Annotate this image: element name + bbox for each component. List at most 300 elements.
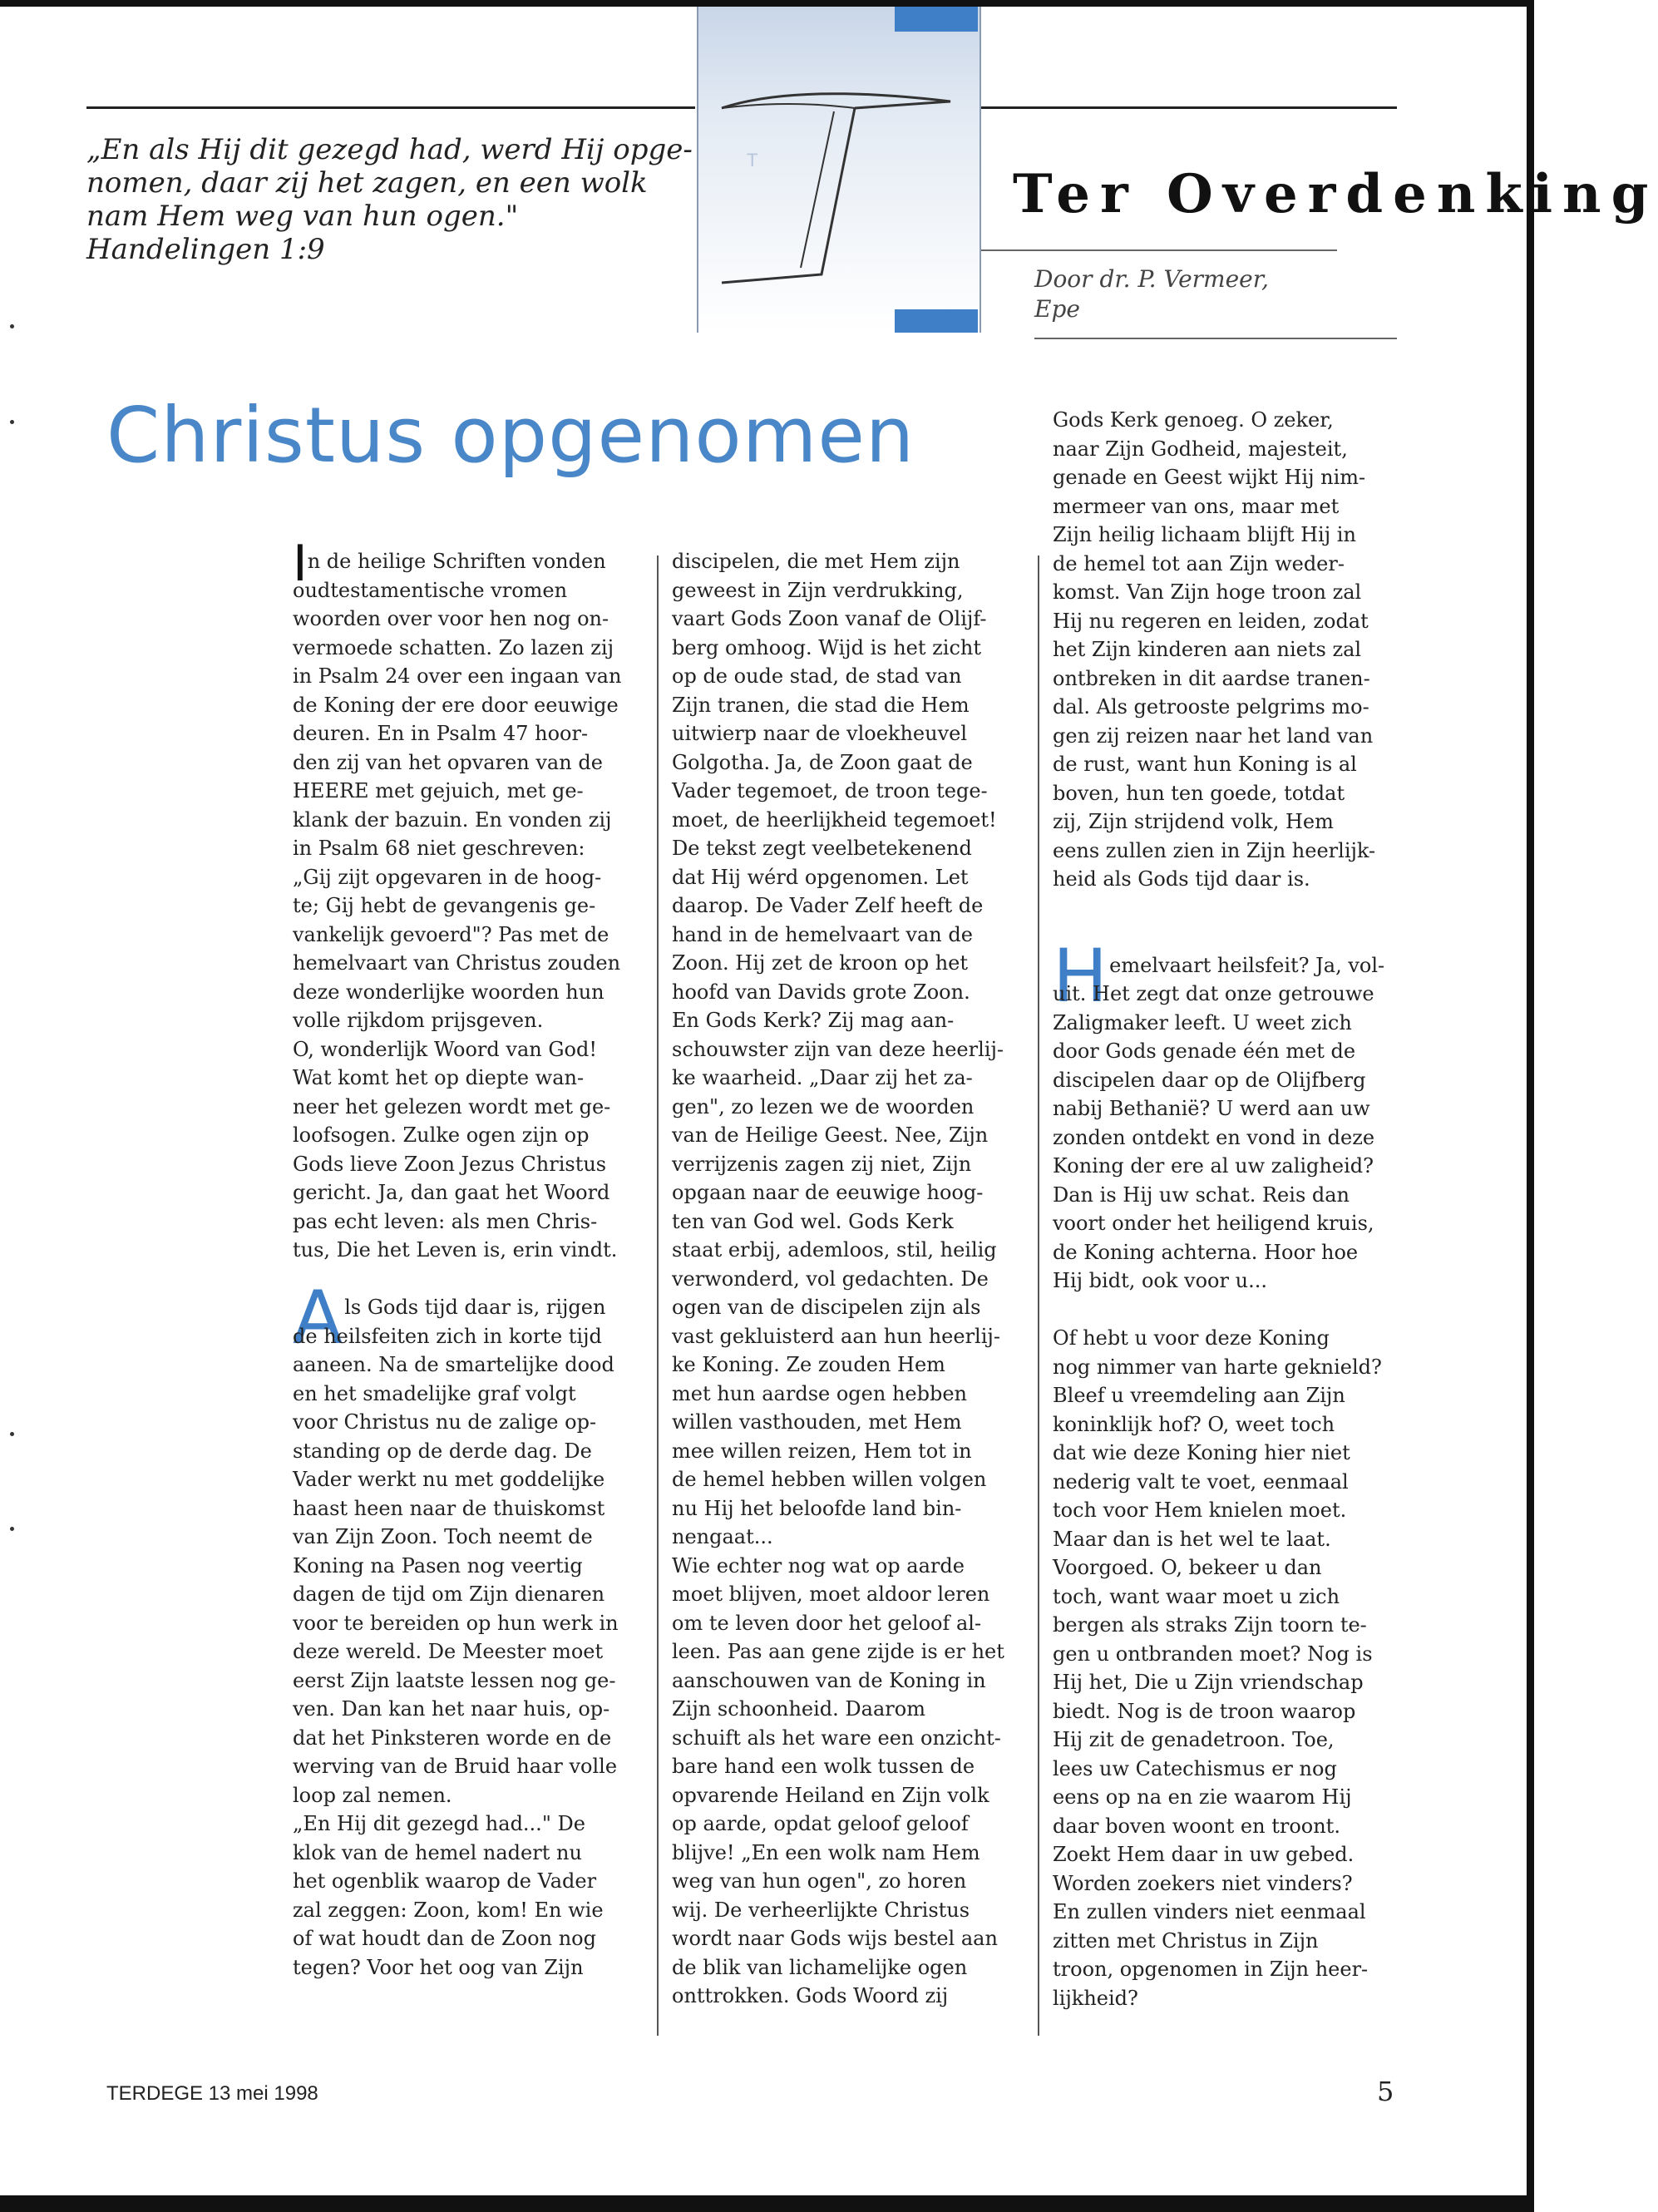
line-text: of wat houdt dan de Zoon nog <box>293 1927 596 1950</box>
text-line <box>672 1293 1021 1322</box>
line-text: den zij van het opvaren van de <box>293 750 603 774</box>
article-column-1 <box>293 535 642 1982</box>
line-text: daar boven woont en troont. <box>1053 1814 1340 1838</box>
text-line <box>672 1666 1021 1696</box>
line-text: de Koning achterna. Hoor hoe <box>1053 1240 1359 1264</box>
line-text: emelvaart heilsfeit? Ja, vol- <box>1109 953 1385 977</box>
text-line <box>293 1609 642 1638</box>
text-line <box>293 777 642 806</box>
line-text: door Gods genade één met de <box>1053 1039 1356 1063</box>
line-text: hand in de hemelvaart van de <box>672 922 973 946</box>
line-text: deze wonderlijke woorden hun <box>293 980 604 1004</box>
line-text: eerst Zijn laatste lessen nog ge- <box>293 1668 616 1692</box>
article-title: Christus opgenomen <box>106 391 915 480</box>
text-line <box>672 634 1021 663</box>
text-line <box>672 1896 1021 1925</box>
line-text: En Gods Kerk? Zij mag aan- <box>672 1009 955 1032</box>
line-text: oudtestamentische vromen <box>293 578 568 602</box>
column-divider <box>1038 555 1039 2036</box>
text-line <box>293 605 642 634</box>
logo-accent-bar-bottom <box>895 309 978 333</box>
text-line <box>293 806 642 835</box>
text-line <box>293 1265 642 1294</box>
logo-accent-bar-top <box>895 7 978 32</box>
text-line <box>672 662 1021 691</box>
line-text: de rust, want hun Koning is al <box>1053 753 1357 776</box>
line-text: te; Gij hebt de gevangenis ge- <box>293 894 596 917</box>
scan-top-border <box>0 0 1534 7</box>
text-line <box>293 634 642 663</box>
text-line <box>1053 1439 1402 1468</box>
line-text: Zoon. Hij zet de kroon op het <box>672 951 969 975</box>
line-text: het ogenblik waarop de Vader <box>293 1869 597 1893</box>
text-line <box>1053 1066 1402 1095</box>
line-text: Worden zoekers niet vinders? <box>1053 1871 1353 1895</box>
line-text: Wat komt het op diepte wan- <box>293 1066 585 1089</box>
scan-mark <box>10 420 14 424</box>
text-line <box>1053 1496 1402 1525</box>
text-line <box>672 1236 1021 1265</box>
text-line <box>293 1121 642 1150</box>
text-line <box>293 1064 642 1093</box>
line-text: troon, opgenomen in Zijn heer- <box>1053 1958 1369 1981</box>
line-text: pas echt leven: als men Chris- <box>293 1209 598 1233</box>
line-text: voort onder het heiligend kruis, <box>1053 1212 1374 1235</box>
text-line <box>672 1006 1021 1035</box>
line-text: voor Christus nu de zalige op- <box>293 1410 597 1434</box>
line-text: ten van God wel. Gods Kerk <box>672 1209 954 1233</box>
line-text: het Zijn kinderen aan niets zal <box>1053 638 1362 661</box>
line-text: koninklijk hof? O, weet toch <box>1053 1412 1335 1436</box>
text-line <box>293 1781 642 1810</box>
text-line <box>1053 1869 1402 1898</box>
text-line <box>672 1839 1021 1868</box>
text-line <box>672 748 1021 778</box>
text-line <box>293 691 642 720</box>
line-text: klok van de hemel nadert nu <box>293 1840 582 1864</box>
text-line <box>1053 1668 1402 1697</box>
text-line <box>293 834 642 863</box>
line-text: wordt naar Gods wijs bestel aan <box>672 1927 998 1950</box>
line-text: De tekst zegt veelbetekenend <box>672 837 972 860</box>
text-line <box>672 1322 1021 1351</box>
line-text: zitten met Christus in Zijn <box>1053 1928 1319 1953</box>
text-line <box>293 719 642 748</box>
text-line <box>293 576 642 605</box>
line-text: gen u ontbranden moet? Nog is <box>1053 1642 1373 1666</box>
text-line <box>672 547 1021 576</box>
line-text: vermoede schatten. Zo lazen zij <box>293 635 614 659</box>
text-line <box>1053 550 1402 579</box>
text-line <box>1053 1238 1402 1267</box>
line-text: En zullen vinders niet eenmaal <box>1053 1900 1366 1923</box>
line-text: Koning na Pasen nog veertig <box>293 1553 583 1578</box>
section-kicker: Ter Overdenking <box>1013 163 1658 225</box>
line-text: verrijzenis zagen zij niet, Zijn <box>672 1152 972 1176</box>
byline-underline <box>1034 338 1397 339</box>
line-text: ontbreken in dit aardse tranen- <box>1053 666 1370 690</box>
text-line <box>672 978 1021 1007</box>
text-line <box>672 719 1021 748</box>
line-text: de hemel hebben willen volgen <box>672 1468 987 1491</box>
line-text: ke Koning. Ze zouden Hem <box>672 1353 945 1376</box>
text-line <box>1053 1468 1402 1497</box>
kicker-underline <box>980 249 1337 251</box>
text-line <box>293 1093 642 1122</box>
text-line <box>293 1207 642 1237</box>
text-line <box>672 834 1021 863</box>
text-line <box>293 748 642 778</box>
text-line <box>672 949 1021 978</box>
line-text: neer het gelezen wordt met ge- <box>293 1094 611 1118</box>
line-text: Voorgoed. O, bekeer u dan <box>1053 1556 1322 1579</box>
text-line <box>293 1437 642 1466</box>
line-text: op aarde, opdat geloof geloof <box>672 1812 969 1835</box>
text-line <box>672 1350 1021 1380</box>
text-line <box>1053 1209 1402 1238</box>
text-line <box>1053 1783 1402 1812</box>
text-line <box>672 1150 1021 1179</box>
line-text: aanschouwen van de Koning in <box>672 1668 986 1692</box>
line-text: zonden ontdekt en vond in deze <box>1053 1125 1375 1149</box>
line-text: Vader werkt nu met goddelijke <box>293 1468 605 1491</box>
text-line <box>672 1609 1021 1638</box>
text-line <box>1053 521 1402 550</box>
text-line <box>672 1810 1021 1839</box>
line-text: deze wereld. De Meester moet <box>293 1640 604 1663</box>
text-line <box>672 1064 1021 1093</box>
text-line <box>1053 894 1402 923</box>
text-line <box>1053 1697 1402 1726</box>
text-line <box>672 576 1021 605</box>
text-line <box>1053 463 1402 492</box>
line-text: Bleef u vreemdeling aan Zijn <box>1053 1384 1345 1407</box>
text-line <box>293 949 642 978</box>
line-text: klank der bazuin. En vonden zij <box>293 807 612 832</box>
line-text: O, wonderlijk Woord van God! <box>293 1037 597 1061</box>
line-text: tegen? Voor het oog van Zijn <box>293 1955 584 1979</box>
line-text: bergen als straks Zijn toorn te- <box>1053 1613 1367 1637</box>
line-text: blijve! „En een wolk nam Hem <box>672 1840 980 1864</box>
line-text: ls Gods tijd daar is, rijgen <box>344 1296 606 1319</box>
line-text: en het smadelijke graf volgt <box>293 1381 576 1405</box>
line-text: heid als Gods tijd daar is. <box>1053 867 1310 891</box>
text-line <box>293 1924 642 1953</box>
line-text: dat het Pinksteren worde en de <box>293 1726 612 1750</box>
text-line <box>1053 492 1402 521</box>
text-line <box>1053 1955 1402 1984</box>
text-line <box>293 1350 642 1380</box>
scan-mark <box>10 324 14 328</box>
text-line <box>293 1552 642 1581</box>
line-text: uitwierp naar de vloekheuvel <box>672 722 968 745</box>
line-text: discipelen, die met Hem zijn <box>672 550 960 573</box>
line-text: eens zullen zien in Zijn heerlijk- <box>1053 838 1376 862</box>
line-text: Gods Kerk genoeg. O zeker, <box>1053 408 1334 432</box>
text-line <box>1053 1582 1402 1612</box>
line-text: toch, want waar moet u zich <box>1053 1584 1340 1608</box>
line-text: Wie echter nog wat op aarde <box>672 1553 965 1578</box>
line-text: berg omhoog. Wijd is het zicht <box>672 635 981 659</box>
line-text: dal. Als getrooste pelgrims mo- <box>1053 695 1369 718</box>
line-text: voor te bereiden op hun werk in <box>293 1611 619 1635</box>
scan-mark <box>10 1527 14 1531</box>
text-line <box>1053 1410 1402 1439</box>
line-text: mermeer van ons, maar met <box>1053 494 1340 518</box>
line-text: HEERE met gejuich, met ge- <box>293 779 584 802</box>
line-text: de hemel tot aan Zijn weder- <box>1053 551 1345 575</box>
line-text: Zijn tranen, die stad die Hem <box>672 693 970 717</box>
text-line <box>672 1437 1021 1466</box>
text-line <box>672 1265 1021 1294</box>
line-text: aaneen. Na de smartelijke dood <box>293 1353 614 1376</box>
line-text: mee willen reizen, Hem tot in <box>672 1439 972 1463</box>
byline <box>1034 264 1269 324</box>
text-line <box>293 1380 642 1409</box>
text-line <box>1053 1123 1402 1153</box>
text-line <box>1053 1296 1402 1325</box>
text-line <box>1053 693 1402 722</box>
quote-line: „En als Hij dit gezegd had, werd Hij opge- <box>86 133 693 166</box>
article-column-3 <box>1053 406 1402 2012</box>
text-line <box>1053 1181 1402 1210</box>
drop-cap: I <box>293 535 308 593</box>
text-line <box>293 1752 642 1781</box>
text-line <box>672 1924 1021 1953</box>
line-text: komst. Van Zijn hoge troon zal <box>1053 580 1362 604</box>
text-line <box>293 1695 642 1724</box>
line-text: vast gekluisterd aan hun heerlij- <box>672 1324 1000 1348</box>
line-text: lees uw Catechismus er nog <box>1053 1756 1337 1780</box>
text-line <box>1053 1525 1402 1554</box>
line-text: loop zal nemen. <box>293 1783 452 1807</box>
text-line <box>293 1408 642 1437</box>
text-line <box>1053 837 1402 866</box>
quote-line: nam Hem weg van hun ogen." <box>86 200 519 233</box>
text-line <box>293 978 642 1007</box>
text-line <box>1053 1266 1402 1296</box>
line-text: uit. Het zegt dat onze getrouwe <box>1053 982 1374 1005</box>
line-text: geweest in Zijn verdrukking, <box>672 578 964 602</box>
text-line <box>293 1637 642 1666</box>
line-text: Golgotha. Ja, de Zoon gaat de <box>672 750 973 774</box>
text-line <box>1053 578 1402 607</box>
line-text: met hun aardse ogen hebben <box>672 1381 967 1405</box>
text-line <box>293 1896 642 1925</box>
text-line <box>1053 1553 1402 1582</box>
scripture-quote <box>86 133 718 266</box>
line-text: toch voor Hem knielen moet. <box>1053 1499 1347 1522</box>
line-text: schuift als het ware een onzicht- <box>672 1726 1001 1750</box>
text-line <box>293 1322 642 1351</box>
line-text: dat wie deze Koning hier niet <box>1053 1441 1350 1464</box>
line-text: Zaligmaker leeft. U weet zich <box>1053 1010 1352 1034</box>
text-line <box>1053 1755 1402 1784</box>
text-line <box>1053 1381 1402 1410</box>
text-line <box>1053 1984 1402 2013</box>
text-line <box>1053 722 1402 751</box>
text-line <box>672 1465 1021 1494</box>
line-text: in Psalm 24 over een ingaan van <box>293 664 622 688</box>
text-line <box>1053 1324 1402 1353</box>
text-line <box>293 1006 642 1035</box>
line-text: ogen van de discipelen zijn als <box>672 1296 981 1319</box>
text-line <box>293 1953 642 1982</box>
line-text: standing op de derde dag. De <box>293 1439 592 1463</box>
line-text: weg van hun ogen", zo horen <box>672 1869 967 1893</box>
line-text: van de Heilige Geest. Nee, Zijn <box>672 1123 989 1147</box>
text-line <box>1053 1611 1402 1640</box>
line-text: Dan is Hij uw schat. Reis dan <box>1053 1183 1350 1207</box>
text-line <box>293 921 642 950</box>
byline-author: Door dr. P. Vermeer, <box>1034 265 1269 293</box>
text-line <box>293 1666 642 1696</box>
text-line <box>672 921 1021 950</box>
line-text: de heilsfeiten zich in korte tijd <box>293 1324 602 1348</box>
line-text: Zijn schoonheid. Daarom <box>672 1697 925 1721</box>
header-rule-right <box>980 106 1397 109</box>
line-text: opvarende Heiland en Zijn volk <box>672 1783 989 1807</box>
quote-line: nomen, daar zij het zagen, en een wolk <box>86 166 648 200</box>
text-line <box>672 1380 1021 1409</box>
text-line <box>293 1236 642 1265</box>
line-text: eens op na en zie waarom Hij <box>1053 1785 1352 1809</box>
line-text: leen. Pas aan gene zijde is er het <box>672 1640 1004 1663</box>
text-line <box>672 777 1021 806</box>
line-text: gen", zo lezen we de woorden <box>672 1094 975 1118</box>
line-text: in Psalm 68 niet geschreven: <box>293 837 585 860</box>
text-line <box>672 1523 1021 1552</box>
logo-t-graphic <box>697 75 980 308</box>
line-text: Hij zit de genadetroon. Toe, <box>1053 1728 1335 1751</box>
line-text: de blik van lichamelijke ogen <box>672 1955 968 1979</box>
line-text: ke waarheid. „Daar zij het za- <box>672 1066 973 1089</box>
text-line <box>293 1523 642 1552</box>
text-line <box>672 691 1021 720</box>
text-line <box>1053 807 1402 837</box>
text-line <box>1053 1152 1402 1181</box>
text-line <box>672 1207 1021 1237</box>
text-line <box>672 1752 1021 1781</box>
line-text: „En Hij dit gezegd had..." De <box>293 1812 585 1835</box>
text-line <box>672 1035 1021 1064</box>
line-text: naar Zijn Godheid, majesteit, <box>1053 437 1348 461</box>
line-text: Hij bidt, ook voor u... <box>1053 1269 1267 1292</box>
text-line <box>672 1178 1021 1207</box>
line-text: opgaan naar de eeuwige hoog- <box>672 1181 984 1204</box>
line-text: vankelijk gevoerd"? Pas met de <box>293 922 609 946</box>
text-line <box>672 1953 1021 1982</box>
text-line <box>1053 406 1402 435</box>
line-text: moet blijven, moet aldoor leren <box>672 1582 990 1606</box>
text-line <box>672 1781 1021 1810</box>
line-text: „Gij zijt opgevaren in de hoog- <box>293 865 602 889</box>
text-line <box>1053 865 1402 894</box>
line-text: onttrokken. Gods Woord zij <box>672 1984 949 2007</box>
line-text: ven. Dan kan het naar huis, op- <box>293 1697 610 1721</box>
line-text: dat Hij wérd opgenomen. Let <box>672 865 969 889</box>
text-line <box>1053 779 1402 808</box>
line-text: loofsogen. Zulke ogen zijn op <box>293 1123 590 1147</box>
line-text: werving van de Bruid haar volle <box>293 1755 618 1778</box>
text-line <box>293 1150 642 1179</box>
text-line <box>672 1580 1021 1609</box>
text-line <box>1053 1353 1402 1382</box>
line-text: nabij Bethanië? U werd aan uw <box>1053 1097 1370 1120</box>
line-text: tus, Die het Leven is, erin vindt. <box>293 1238 618 1262</box>
line-text: hemelvaart van Christus zouden <box>293 951 621 975</box>
line-text: van Zijn Zoon. Toch neemt de <box>293 1525 593 1548</box>
line-text: Of hebt u voor deze Koning <box>1053 1326 1330 1350</box>
text-line <box>672 1637 1021 1666</box>
line-text: nederig valt te voet, eenmaal <box>1053 1469 1349 1494</box>
text-line <box>672 863 1021 892</box>
line-text: staat erbij, ademloos, stil, heilig <box>672 1238 997 1262</box>
text-line <box>1053 980 1402 1009</box>
text-line <box>293 1494 642 1523</box>
logo-letter: T <box>747 150 758 170</box>
text-line <box>293 891 642 921</box>
line-text: hoofd van Davids grote Zoon. <box>672 980 970 1004</box>
text-line <box>672 1121 1021 1150</box>
line-text: Vader tegemoet, de troon tege- <box>672 779 988 802</box>
text-line <box>672 806 1021 835</box>
line-text: Zijn heilig lichaam blijft Hij in <box>1053 523 1356 546</box>
line-text: woorden over voor hen nog on- <box>293 607 609 630</box>
line-text: discipelen daar op de Olijfberg <box>1053 1068 1366 1092</box>
scan-mark <box>10 1432 14 1436</box>
line-text: op de oude stad, de stad van <box>672 664 962 688</box>
line-text: Maar dan is het wel te laat. <box>1053 1527 1331 1551</box>
quote-reference: Handelingen 1:9 <box>86 233 325 266</box>
text-line <box>672 891 1021 921</box>
text-line <box>1053 607 1402 636</box>
line-text: deuren. En in Psalm 47 hoor- <box>293 722 589 745</box>
line-text: om te leven door het geloof al- <box>672 1611 982 1635</box>
line-text: gericht. Ja, dan gaat het Woord <box>293 1181 610 1204</box>
text-line <box>293 863 642 892</box>
line-text: moet, de heerlijkheid tegemoet! <box>672 807 997 832</box>
byline-place: Epe <box>1034 295 1080 323</box>
article-column-2 <box>672 547 1021 2011</box>
text-line <box>1053 435 1402 464</box>
line-text: haast heen naar de thuiskomst <box>293 1496 605 1520</box>
line-text: Zoekt Hem daar in uw gebed. <box>1053 1843 1355 1866</box>
line-text: Hij het, Die u Zijn vriendschap <box>1053 1671 1364 1694</box>
line-text: dagen de tijd om Zijn dienaren <box>293 1582 605 1606</box>
line-text: genade en Geest wijkt Hij nim- <box>1053 466 1366 489</box>
text-line <box>293 1839 642 1868</box>
text-line <box>293 1465 642 1494</box>
scan-bottom-border <box>0 2195 1534 2212</box>
line-text: daarop. De Vader Zelf heeft de <box>672 894 984 917</box>
text-line <box>293 1810 642 1839</box>
line-text: Gods lieve Zoon Jezus Christus <box>293 1152 607 1176</box>
text-line <box>1053 1640 1402 1669</box>
text-line <box>1053 1927 1402 1956</box>
line-text: nengaat... <box>672 1525 773 1548</box>
line-text: nog nimmer van harte geknield? <box>1053 1355 1382 1379</box>
text-line <box>293 1724 642 1753</box>
line-text: zij, Zijn strijdend volk, Hem <box>1053 810 1334 833</box>
drop-cap: A <box>293 1275 343 1360</box>
text-line <box>672 605 1021 634</box>
text-line <box>1053 1094 1402 1123</box>
line-text: bare hand een wolk tussen de <box>672 1755 975 1778</box>
line-text: lijkheid? <box>1053 1986 1138 2010</box>
text-line <box>672 1494 1021 1523</box>
line-text: de Koning der ere door eeuwige <box>293 693 619 717</box>
